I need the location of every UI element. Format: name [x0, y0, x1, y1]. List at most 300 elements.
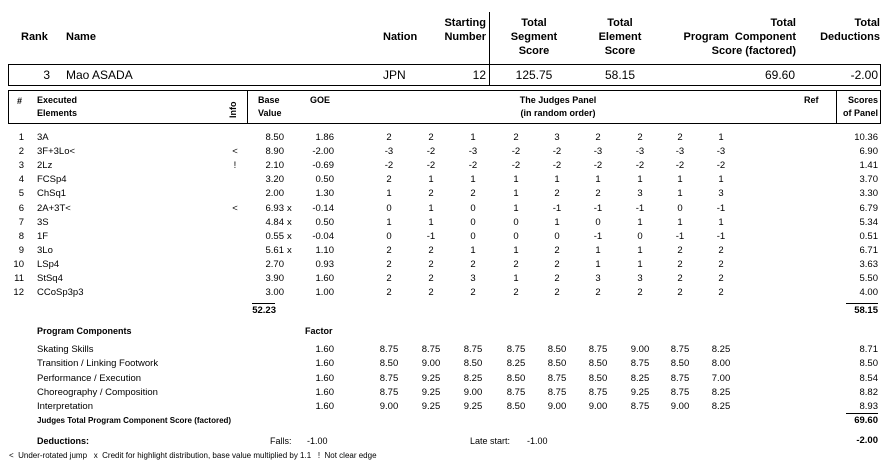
- element-panel-score: 6.90: [859, 146, 878, 158]
- element-number: 1: [18, 132, 24, 143]
- component-judge-score: 8.75: [379, 372, 399, 384]
- component-judge-score: 9.25: [630, 386, 650, 398]
- element-judge-score: -2: [675, 160, 685, 172]
- pc-total-score: 69.60: [854, 415, 878, 426]
- skater-starting-number: 12: [472, 68, 486, 82]
- component-judge-score: 8.50: [547, 358, 567, 370]
- program-components-title: Program Components: [37, 326, 132, 336]
- element-judge-score: 2: [554, 244, 560, 256]
- element-goe: 1.10: [315, 244, 334, 256]
- element-judge-score: 1: [595, 244, 601, 256]
- element-number: 7: [18, 216, 24, 228]
- element-base-value: 3.90: [265, 273, 284, 284]
- component-name: Performance / Execution: [37, 372, 142, 384]
- component-judge-score: 8.75: [547, 386, 567, 398]
- element-goe: 0.50: [315, 216, 334, 228]
- segment-score-header-3: Score: [518, 45, 550, 57]
- base-total-rule: [252, 303, 275, 304]
- component-judge-score: 8.75: [630, 358, 650, 370]
- element-judge-score: 2: [386, 258, 392, 270]
- element-judge-score: 2: [428, 244, 434, 256]
- element-row: [0, 187, 894, 201]
- element-base-value: 8.90: [265, 146, 284, 158]
- base-value-header-1: Base: [258, 95, 280, 105]
- component-judge-score: 8.50: [670, 358, 690, 370]
- element-panel-score: 5.34: [859, 216, 878, 228]
- element-judge-score: 2: [386, 273, 392, 284]
- element-judge-score: 2: [428, 132, 434, 143]
- skater-segment-score: 125.75: [515, 68, 553, 82]
- element-name: 3Lo: [37, 244, 53, 256]
- component-panel-score: 8.82: [859, 386, 878, 398]
- component-judge-score: 8.75: [670, 344, 690, 355]
- element-name: 2Lz: [37, 160, 53, 172]
- component-judge-score: 9.00: [421, 358, 441, 370]
- element-judge-score: 2: [718, 258, 724, 270]
- element-judge-score: 1: [513, 273, 519, 284]
- component-judge-score: 8.75: [547, 372, 567, 384]
- element-judge-score: 1: [595, 174, 601, 186]
- element-judge-score: -2: [426, 146, 436, 158]
- element-judge-score: 2: [386, 132, 392, 143]
- element-judge-score: 0: [513, 230, 519, 242]
- element-judge-score: 1: [637, 174, 643, 186]
- element-panel-score: 5.50: [859, 273, 878, 284]
- late-start-label: Late start:: [470, 436, 511, 446]
- footnote-legend: < Under-rotated jump x Credit for highlight distribution, base value multiplied by 1.1 ! Not clear edge: [9, 451, 377, 460]
- element-name: 3S: [37, 216, 49, 228]
- element-panel-score: 1.41: [859, 160, 878, 172]
- element-judge-score: 1: [718, 132, 724, 143]
- falls-label: Falls:: [270, 436, 292, 446]
- element-judge-score: 2: [677, 258, 683, 270]
- element-score-header-3: Score: [604, 45, 636, 57]
- element-judge-score: 1: [513, 188, 519, 200]
- element-judge-score: -2: [593, 160, 603, 172]
- element-name: CCoSp3p3: [37, 287, 84, 299]
- element-bonus-marker: x: [287, 230, 292, 242]
- component-judge-score: 8.75: [588, 386, 608, 398]
- element-judge-score: 2: [637, 132, 643, 143]
- element-judge-score: 2: [637, 287, 643, 299]
- element-judge-score: 1: [554, 174, 560, 186]
- component-judge-score: 8.25: [711, 401, 731, 413]
- element-judge-score: 1: [513, 174, 519, 186]
- element-judge-score: 2: [428, 273, 434, 284]
- starting-number-header-2: Number: [444, 31, 486, 43]
- element-panel-score: 6.71: [859, 244, 878, 256]
- name-header: Name: [66, 31, 96, 43]
- falls-value: -1.00: [307, 436, 328, 446]
- component-judge-score: 8.50: [506, 372, 526, 384]
- element-row: [0, 159, 894, 173]
- component-judge-score: 8.75: [630, 401, 650, 413]
- component-factor: 1.60: [315, 372, 334, 384]
- element-judge-score: 3: [637, 273, 643, 284]
- element-judge-score: 0: [595, 216, 601, 228]
- component-name: Skating Skills: [37, 344, 94, 355]
- element-row: [0, 244, 894, 258]
- element-judge-score: 0: [637, 230, 643, 242]
- element-judge-score: -2: [716, 160, 726, 172]
- element-row: [0, 131, 894, 145]
- skater-nation: JPN: [383, 68, 406, 82]
- element-base-value: 6.93: [265, 202, 284, 214]
- num-header: #: [17, 96, 23, 106]
- component-judge-score: 8.75: [379, 344, 399, 355]
- element-row: [0, 230, 894, 244]
- element-row: [0, 258, 894, 272]
- element-panel-score: 6.79: [859, 202, 878, 214]
- element-panel-score: 10.36: [854, 132, 878, 143]
- component-judge-score: 8.75: [506, 386, 526, 398]
- element-judge-score: 1: [386, 216, 392, 228]
- element-judge-score: 2: [386, 244, 392, 256]
- component-judge-score: 8.75: [670, 372, 690, 384]
- element-panel-score: 4.00: [859, 287, 878, 299]
- program-component-row: [0, 400, 894, 414]
- component-judge-score: 9.00: [670, 401, 690, 413]
- component-score-header-2: Program Component: [683, 31, 796, 43]
- element-judge-score: 1: [637, 258, 643, 270]
- rank-header: Rank: [21, 31, 48, 43]
- segment-score-header-1: Total: [521, 17, 547, 29]
- element-score-header-2: Element: [598, 31, 642, 43]
- component-judge-score: 8.25: [506, 358, 526, 370]
- element-info: <: [232, 202, 238, 214]
- component-judge-score: 8.00: [711, 358, 731, 370]
- component-judge-score: 8.50: [379, 358, 399, 370]
- component-judge-score: 9.00: [588, 401, 608, 413]
- element-row: [0, 286, 894, 300]
- element-goe: -0.14: [312, 202, 334, 214]
- element-base-value: 2.70: [265, 258, 284, 270]
- element-row: [0, 272, 894, 286]
- element-base-value: 3.20: [265, 174, 284, 186]
- segment-score-header-2: Segment: [510, 31, 558, 43]
- element-judge-score: 2: [386, 174, 392, 186]
- element-judge-score: 2: [428, 287, 434, 299]
- element-number: 2: [18, 146, 24, 158]
- component-judge-score: 8.75: [379, 386, 399, 398]
- element-number: 12: [13, 287, 24, 299]
- deductions-total: -2.00: [856, 435, 878, 446]
- element-judge-score: 2: [677, 244, 683, 256]
- component-factor: 1.60: [315, 386, 334, 398]
- info-header: Info: [228, 101, 238, 118]
- element-bonus-marker: x: [287, 202, 292, 214]
- element-judge-score: 2: [428, 258, 434, 270]
- element-goe: 0.50: [315, 174, 334, 186]
- component-judge-score: 8.75: [506, 344, 526, 355]
- element-judge-score: -2: [635, 160, 645, 172]
- element-bonus-marker: x: [287, 216, 292, 228]
- component-judge-score: 8.50: [547, 344, 567, 355]
- element-judge-score: -3: [675, 146, 685, 158]
- element-goe: -0.69: [312, 160, 334, 172]
- element-judge-score: 3: [470, 273, 476, 284]
- element-judge-score: 2: [718, 244, 724, 256]
- element-judge-score: 2: [718, 287, 724, 299]
- component-judge-score: 8.75: [670, 386, 690, 398]
- element-judge-score: 1: [637, 244, 643, 256]
- element-judge-score: 1: [637, 216, 643, 228]
- element-judge-score: -3: [716, 146, 726, 158]
- element-judge-score: 1: [470, 244, 476, 256]
- element-base-value: 5.61: [265, 244, 284, 256]
- component-score-header-3: Score (factored): [711, 45, 796, 57]
- element-name: 1F: [37, 230, 49, 242]
- element-judge-score: 1: [718, 174, 724, 186]
- element-panel-score: 0.51: [859, 230, 878, 242]
- element-judge-score: 1: [554, 216, 560, 228]
- program-component-row: [0, 372, 894, 386]
- elements-score-total: 58.15: [854, 305, 878, 316]
- element-judge-score: 0: [470, 216, 476, 228]
- base-value-header-2: Value: [258, 108, 282, 118]
- element-name: 2A+3T<: [37, 202, 71, 214]
- element-base-value: 2.10: [265, 160, 284, 172]
- factor-header: Factor: [305, 326, 333, 336]
- base-value-total: 52.23: [252, 305, 276, 316]
- element-judge-score: -1: [716, 202, 726, 214]
- component-score-header-1: Total: [770, 17, 796, 29]
- component-panel-score: 8.54: [859, 372, 878, 384]
- element-judge-score: -1: [635, 202, 645, 214]
- element-judge-score: 2: [554, 188, 560, 200]
- component-judge-score: 8.50: [588, 358, 608, 370]
- component-panel-score: 8.71: [859, 344, 878, 355]
- element-judge-score: 1: [595, 258, 601, 270]
- element-judge-score: -1: [716, 230, 726, 242]
- element-goe: 1.86: [315, 132, 334, 143]
- element-info: <: [232, 146, 238, 158]
- program-component-row: [0, 357, 894, 371]
- element-number: 4: [18, 174, 24, 186]
- element-judge-score: 2: [513, 258, 519, 270]
- goe-header: GOE: [310, 95, 331, 105]
- component-factor: 1.60: [315, 358, 334, 370]
- element-judge-score: 2: [595, 188, 601, 200]
- element-goe: 0.93: [315, 258, 334, 270]
- elements-header-divider-2: [836, 90, 837, 124]
- elements-total-rule: [846, 303, 878, 304]
- element-name: StSq4: [37, 273, 63, 284]
- element-judge-score: -1: [552, 202, 562, 214]
- element-row: [0, 145, 894, 159]
- element-panel-score: 3.63: [859, 258, 878, 270]
- element-judge-score: 2: [470, 188, 476, 200]
- element-judge-score: 0: [513, 216, 519, 228]
- element-judge-score: 2: [428, 188, 434, 200]
- element-bonus-marker: x: [287, 244, 292, 256]
- component-judge-score: 8.50: [506, 401, 526, 413]
- element-judge-score: 0: [470, 230, 476, 242]
- scores-header-2: of Panel: [842, 108, 878, 118]
- element-judge-score: -3: [635, 146, 645, 158]
- element-base-value: 4.84: [265, 216, 284, 228]
- element-judge-score: 2: [554, 258, 560, 270]
- skater-component-score: 69.60: [764, 68, 795, 82]
- element-judge-score: 1: [470, 132, 476, 143]
- judges-panel-header-2: (in random order): [520, 108, 596, 118]
- element-judge-score: 2: [386, 287, 392, 299]
- component-judge-score: 8.25: [630, 372, 650, 384]
- element-judge-score: -1: [426, 230, 436, 242]
- element-number: 5: [18, 188, 24, 200]
- element-judge-score: -1: [593, 202, 603, 214]
- late-start-value: -1.00: [527, 436, 548, 446]
- element-number: 11: [14, 273, 24, 284]
- element-name: LSp4: [37, 258, 60, 270]
- element-base-value: 8.50: [265, 132, 284, 143]
- component-judge-score: 9.00: [630, 344, 650, 355]
- element-judge-score: 1: [513, 244, 519, 256]
- element-judge-score: 1: [513, 202, 519, 214]
- element-base-value: 3.00: [265, 287, 284, 299]
- component-panel-score: 8.93: [859, 401, 878, 413]
- element-judge-score: 3: [718, 188, 724, 200]
- element-judge-score: 2: [554, 273, 560, 284]
- element-judge-score: 3: [637, 188, 643, 200]
- element-judge-score: 2: [677, 287, 683, 299]
- pc-total-rule: [846, 413, 878, 414]
- judges-panel-header-1: The Judges Panel: [519, 95, 597, 105]
- component-name: Interpretation: [37, 401, 93, 413]
- element-judge-score: -2: [511, 146, 521, 158]
- element-judge-score: 2: [470, 258, 476, 270]
- element-panel-score: 3.70: [859, 174, 878, 186]
- component-judge-score: 9.25: [421, 401, 441, 413]
- element-judge-score: 0: [386, 202, 392, 214]
- element-judge-score: 2: [677, 273, 683, 284]
- component-factor: 1.60: [315, 401, 334, 413]
- component-judge-score: 9.25: [421, 386, 441, 398]
- deductions-label: Deductions:: [37, 436, 90, 446]
- element-panel-score: 3.30: [859, 188, 878, 200]
- elements-header-divider-1: [247, 90, 248, 124]
- element-judge-score: -1: [675, 230, 685, 242]
- component-judge-score: 8.75: [421, 344, 441, 355]
- element-judge-score: 1: [677, 174, 683, 186]
- element-judge-score: 2: [718, 273, 724, 284]
- element-judge-score: 1: [386, 188, 392, 200]
- executed-header-1: Executed: [37, 95, 78, 105]
- element-judge-score: 2: [513, 287, 519, 299]
- element-judge-score: 2: [513, 132, 519, 143]
- scores-header-1: Scores: [847, 95, 878, 105]
- skater-deductions: -2.00: [850, 68, 878, 82]
- component-judge-score: 8.25: [711, 344, 731, 355]
- element-name: ChSq1: [37, 188, 67, 200]
- nation-header: Nation: [383, 31, 418, 43]
- element-judge-score: -3: [593, 146, 603, 158]
- element-judge-score: 1: [718, 216, 724, 228]
- element-judge-score: -1: [593, 230, 603, 242]
- element-judge-score: 2: [595, 132, 601, 143]
- element-judge-score: 3: [595, 273, 601, 284]
- element-goe: 1.60: [315, 273, 334, 284]
- element-judge-score: -3: [468, 146, 478, 158]
- element-goe: -0.04: [312, 230, 334, 242]
- element-judge-score: 1: [677, 188, 683, 200]
- element-judge-score: -2: [552, 160, 562, 172]
- element-judge-score: 2: [677, 132, 683, 143]
- element-base-value: 0.55: [265, 230, 284, 242]
- element-row: [0, 173, 894, 187]
- element-goe: 1.00: [315, 287, 334, 299]
- element-judge-score: -2: [552, 146, 562, 158]
- element-judge-score: 2: [595, 287, 601, 299]
- element-number: 9: [18, 244, 24, 256]
- program-component-row: [0, 343, 894, 357]
- element-row: [0, 216, 894, 230]
- ref-header: Ref: [804, 95, 819, 105]
- element-judge-score: 1: [677, 216, 683, 228]
- element-name: FCSp4: [37, 174, 67, 186]
- skater-name: Mao ASADA: [66, 68, 133, 82]
- component-judge-score: 8.75: [463, 344, 483, 355]
- element-number: 3: [18, 160, 24, 172]
- element-judge-score: -3: [384, 146, 394, 158]
- element-judge-score: 3: [554, 132, 560, 143]
- component-judge-score: 9.25: [421, 372, 441, 384]
- program-component-row: [0, 386, 894, 400]
- component-judge-score: 8.25: [463, 372, 483, 384]
- component-judge-score: 8.75: [588, 344, 608, 355]
- element-judge-score: 1: [428, 202, 434, 214]
- element-base-value: 2.00: [265, 188, 284, 200]
- element-judge-score: 1: [428, 174, 434, 186]
- element-judge-score: -2: [384, 160, 394, 172]
- element-name: 3F+3Lo<: [37, 146, 76, 158]
- component-judge-score: 9.25: [463, 401, 483, 413]
- element-number: 8: [18, 230, 24, 242]
- component-name: Choreography / Composition: [37, 386, 158, 398]
- component-judge-score: 7.00: [711, 372, 731, 384]
- component-judge-score: 9.00: [463, 386, 483, 398]
- element-judge-score: 0: [470, 202, 476, 214]
- element-judge-score: 1: [470, 174, 476, 186]
- component-judge-score: 8.50: [463, 358, 483, 370]
- element-judge-score: 1: [428, 216, 434, 228]
- element-info: !: [233, 160, 237, 172]
- element-number: 10: [13, 258, 24, 270]
- deductions-header-1: Total: [854, 17, 880, 29]
- component-judge-score: 8.25: [711, 386, 731, 398]
- element-judge-score: -2: [511, 160, 521, 172]
- component-judge-score: 8.50: [588, 372, 608, 384]
- component-factor: 1.60: [315, 344, 334, 355]
- element-judge-score: 0: [554, 230, 560, 242]
- skater-rank: 3: [43, 68, 50, 82]
- skater-element-score: 58.15: [604, 68, 636, 82]
- component-judge-score: 9.00: [379, 401, 399, 413]
- pc-total-label: Judges Total Program Component Score (factored): [37, 416, 232, 425]
- element-name: 3A: [37, 132, 49, 143]
- element-judge-score: -2: [426, 160, 436, 172]
- element-judge-score: -2: [468, 160, 478, 172]
- executed-header-2: Elements: [37, 108, 78, 118]
- elements-header-box: [8, 90, 881, 124]
- element-number: 6: [18, 202, 24, 214]
- element-row: [0, 202, 894, 216]
- element-judge-score: 0: [677, 202, 683, 214]
- component-name: Transition / Linking Footwork: [37, 358, 159, 370]
- component-judge-score: 9.00: [547, 401, 567, 413]
- deductions-header-2: Deductions: [820, 31, 880, 43]
- component-panel-score: 8.50: [859, 358, 878, 370]
